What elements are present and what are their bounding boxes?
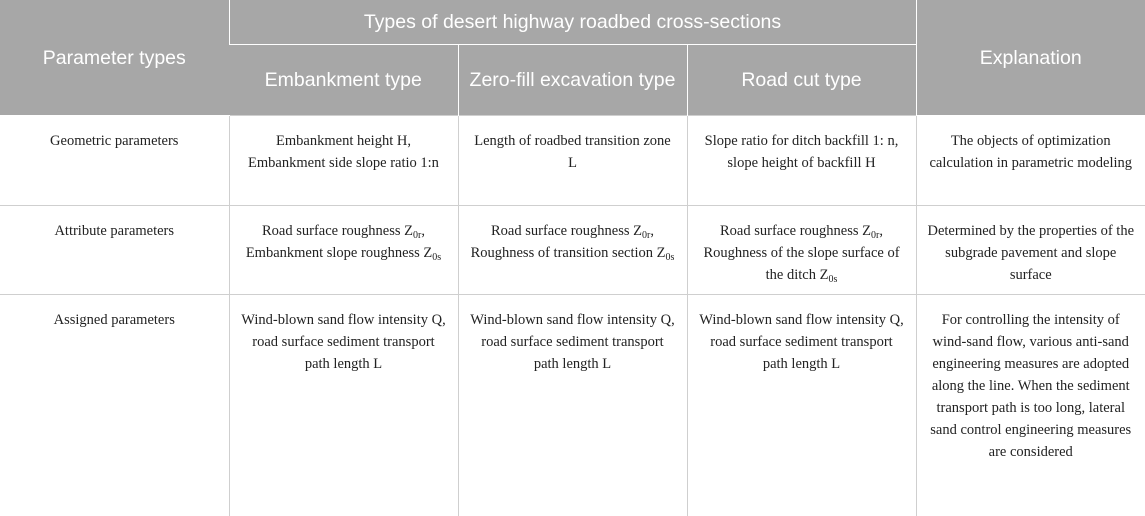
cell-zero-fill: Road surface roughness $Z_{0r}$, Roughness of transition section $Z_{0s}$ — [458, 206, 687, 295]
cell-zero-fill: Length of roadbed transition zone L — [458, 116, 687, 206]
cell-explanation: The objects of optimization calculation in parametric modeling — [916, 116, 1145, 206]
header-explanation: Explanation — [916, 0, 1145, 116]
cell-explanation: Determined by the properties of the subgrade pavement and slope surface — [916, 206, 1145, 295]
cell-embankment: Road surface roughness $Z_{0r}$, Embankment slope roughness $Z_{0s}$ — [229, 206, 458, 295]
cell-road-cut: Slope ratio for ditch backfill 1: n, slope height of backfill H — [687, 116, 916, 206]
header-road-cut-type: Road cut type — [687, 45, 916, 116]
header-cross-section-group: Types of desert highway roadbed cross-sections — [229, 0, 916, 45]
cell-road-cut: Wind-blown sand flow intensity Q, road surface sediment transport path length L — [687, 295, 916, 516]
cell-embankment: Wind-blown sand flow intensity Q, road surface sediment transport path length L — [229, 295, 458, 516]
cell-embankment: Embankment height H, Embankment side slope ratio 1:n — [229, 116, 458, 206]
cell-zero-fill: Wind-blown sand flow intensity Q, road surface sediment transport path length L — [458, 295, 687, 516]
row-label: Assigned parameters — [0, 295, 229, 516]
row-label: Attribute parameters — [0, 206, 229, 295]
table-row — [0, 116, 1145, 206]
cell-explanation: For controlling the intensity of wind-sand flow, various anti-sand engineering measures are adopted along the line. When the sediment transport path is too long, lateral sand control engineering measures are considered — [916, 295, 1145, 516]
header-embankment-type: Embankment type — [229, 45, 458, 116]
cell-road-cut: Road surface roughness $Z_{0r}$, Roughness of the slope surface of the ditch $Z_{0s}$ — [687, 206, 916, 295]
table-row — [0, 295, 1145, 516]
table-header — [0, 0, 1145, 116]
table-row — [0, 206, 1145, 295]
header-parameter-types: Parameter types — [0, 0, 229, 116]
header-zero-fill-type: Zero-fill excavation type — [458, 45, 687, 116]
header-row-1 — [0, 0, 1145, 45]
table-body — [0, 116, 1145, 516]
row-label: Geometric parameters — [0, 116, 229, 206]
